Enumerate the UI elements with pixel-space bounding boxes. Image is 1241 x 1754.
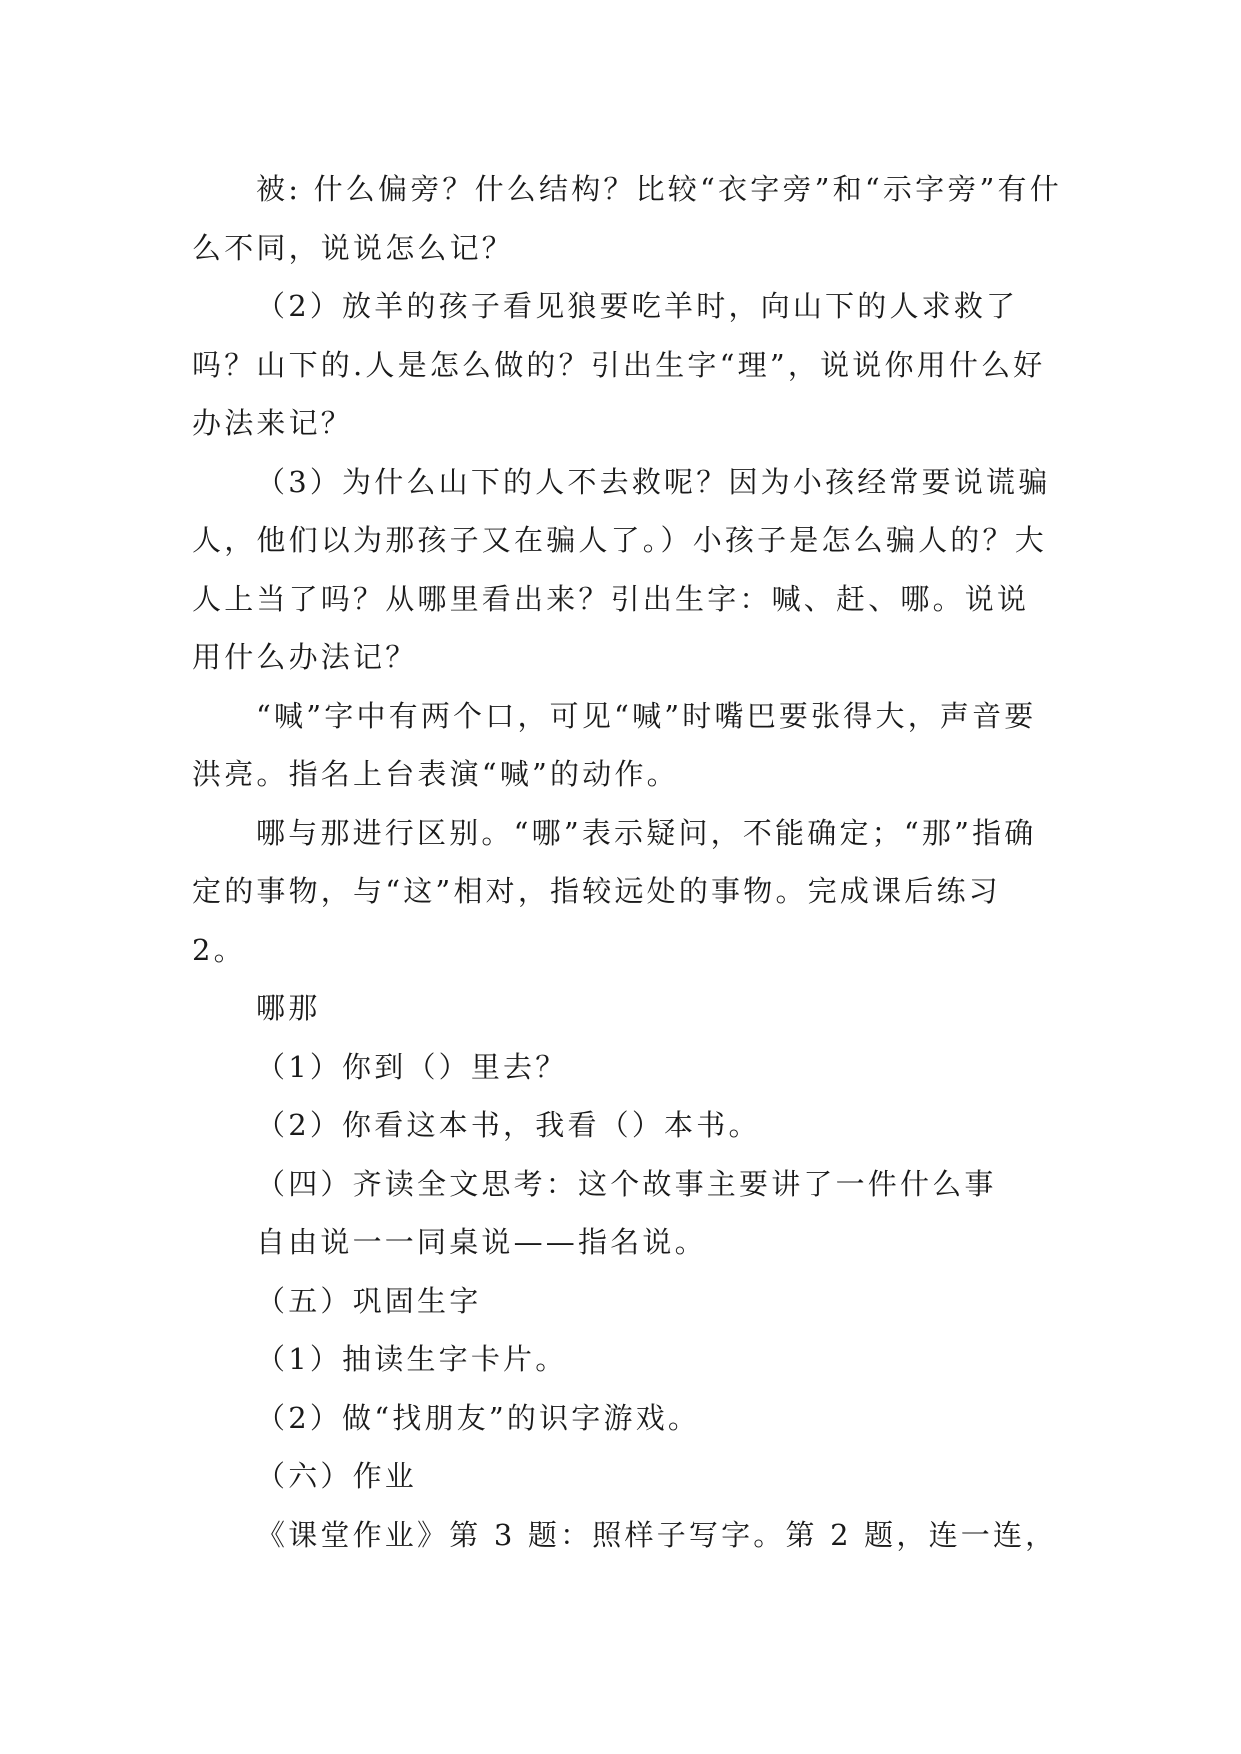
exercise-item-2: （2）你看这本书，我看（）本书。 (256, 1108, 761, 1142)
paragraph-han-character: “喊”字中有两个口，可见“喊”时嘴巴要张得大，声音要洪亮。指名上台表演“喊”的动作。 (192, 698, 1037, 791)
paragraph-question-3: （3）为什么山下的人不去救呢？因为小孩经常要说谎骗人，他们以为那孩子又在骗人了。）小孩子是怎么骗人的？大人上当了吗？从哪里看出来？引出生字：喊、赶、哪。说说用什么办法记？ (192, 464, 1051, 674)
activity-item-1: （1）抽读生字卡片。 (256, 1342, 568, 1376)
exercise-item-1: （1）你到（）里去？ (256, 1049, 568, 1084)
section-four-heading: （四）齐读全文思考：这个故事主要讲了一件什么事 (256, 1166, 997, 1201)
homework-instruction: 《课堂作业》第 3 题：照样子写字。第 2 题，连一连， (256, 1517, 1058, 1552)
paragraph-radical-comparison: 被: 什么偏旁？什么结构？比较“衣字旁”和“示字旁”有什么不同，说说怎么记？ (192, 172, 1062, 265)
section-six-heading: （六）作业 (256, 1459, 418, 1493)
paragraph-question-2: （2）放羊的孩子看见狼要吃羊时，向山下的人求救了吗？山下的.人是怎么做的？引出生字“理”，说说你用什么好办法来记？ (192, 289, 1046, 440)
activity-item-2: （2）做“找朋友”的识字游戏。 (256, 1400, 701, 1435)
discussion-sequence: 自由说一一同桌说——指名说。 (256, 1225, 707, 1259)
exercise-heading: 哪那 (256, 991, 321, 1025)
section-five-heading: （五）巩固生字 (256, 1283, 482, 1318)
document-body (192, 160, 1072, 1564)
paragraph-na-distinction: 哪与那进行区别。“哪”表示疑问，不能确定；“那”指确定的事物，与“这”相对，指较远处的事物。完成课后练习 2。 (192, 815, 1037, 967)
